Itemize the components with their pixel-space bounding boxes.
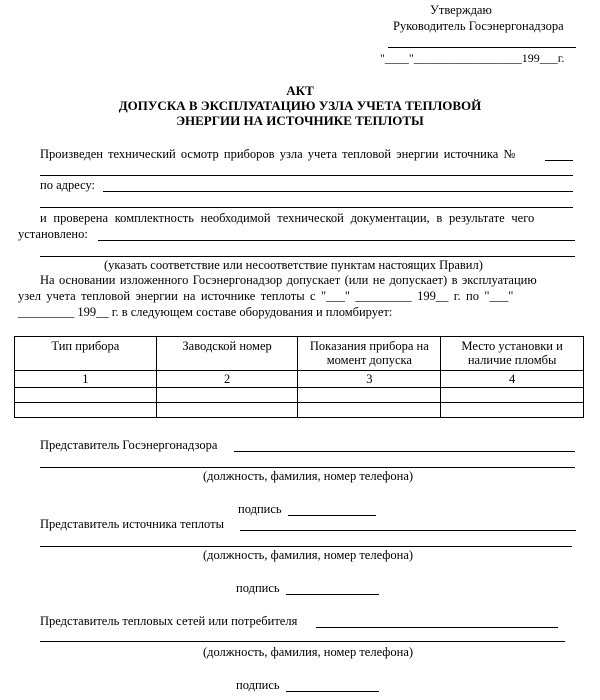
approver-title: Руководитель Госэнергонадзора [393, 19, 564, 33]
signature-field-1[interactable] [288, 515, 376, 516]
col-number: 2 [156, 371, 298, 388]
rep-heat-network-field[interactable] [316, 627, 558, 628]
table-cell[interactable] [156, 388, 298, 403]
table-cell[interactable] [156, 403, 298, 418]
table-number-row [15, 371, 584, 388]
documentation-text: и проверена комплектность необходимой технической документации, в результате чего [40, 211, 535, 225]
address-label: по адресу: [40, 178, 96, 192]
source-number-field[interactable] [545, 160, 573, 161]
signature-label-2: подпись [236, 581, 280, 595]
col-serial-number: Заводской номер [156, 337, 298, 371]
rep-heat-source-continue-line[interactable] [40, 546, 572, 547]
table-cell[interactable] [15, 388, 157, 403]
document-title-line2: ДОПУСКА В ЭКСПЛУАТАЦИЮ УЗЛА УЧЕТА ТЕПЛОВОЙ [118, 98, 482, 113]
col-device-type: Тип прибора [15, 337, 157, 371]
signature-label-1: подпись [238, 502, 282, 516]
position-hint-2: (должность, фамилия, номер телефона) [202, 548, 414, 562]
approve-label: Утверждаю [430, 3, 492, 17]
signature-field-3[interactable] [286, 691, 379, 692]
table-cell[interactable] [298, 403, 441, 418]
document-title: АКТ [286, 83, 314, 98]
compliance-line[interactable] [40, 256, 575, 257]
rep-heat-network-label: Представитель тепловых сетей или потребителя [40, 614, 298, 628]
table-cell[interactable] [15, 403, 157, 418]
document-title-line3: ЭНЕРГИИ НА ИСТОЧНИКЕ ТЕПЛОТЫ [176, 113, 424, 128]
established-label: установлено: [18, 227, 88, 241]
rep-heat-network-continue-line[interactable] [40, 641, 565, 642]
inspection-text: Произведен технический осмотр приборов узла учета тепловой энергии источника № [40, 147, 516, 161]
equipment-table [14, 336, 584, 418]
col-number: 1 [15, 371, 157, 388]
admission-text-line2: узел учета тепловой энергии на источнике теплоты с "___" _________ 199__ г. по "___" [18, 289, 514, 303]
position-hint-1: (должность, фамилия, номер телефона) [202, 469, 414, 483]
table-header-row [15, 337, 584, 371]
table-cell[interactable] [441, 388, 584, 403]
col-number: 3 [298, 371, 441, 388]
rep-energy-supervision-continue-line[interactable] [40, 467, 575, 468]
table-row [15, 388, 584, 403]
rep-energy-supervision-label: Представитель Госэнергонадзора [40, 438, 218, 452]
approval-date-line: "____"__________________199___г. [380, 51, 565, 65]
compliance-hint: (указать соответствие или несоответствие пунктам настоящих Правил) [104, 258, 483, 272]
table-cell[interactable] [441, 403, 584, 418]
position-hint-3: (должность, фамилия, номер телефона) [202, 645, 414, 659]
established-field[interactable] [98, 240, 575, 241]
inspection-continue-line[interactable] [40, 175, 573, 176]
rep-heat-source-label: Представитель источника теплоты [40, 517, 224, 531]
address-field[interactable] [103, 191, 573, 192]
table-row [15, 403, 584, 418]
col-location-seal: Место установки и наличие пломбы [441, 337, 584, 371]
approver-signature-line[interactable] [388, 47, 576, 48]
signature-label-3: подпись [236, 678, 280, 692]
signature-field-2[interactable] [286, 594, 379, 595]
table-cell[interactable] [298, 388, 441, 403]
rep-heat-source-field[interactable] [240, 530, 576, 531]
admission-text-line3: _________ 199__ г. в следующем составе оборудования и пломбирует: [18, 305, 393, 319]
col-number: 4 [441, 371, 584, 388]
address-continue-line[interactable] [40, 207, 573, 208]
col-readings: Показания прибора на момент допуска [298, 337, 441, 371]
rep-energy-supervision-field[interactable] [234, 451, 575, 452]
admission-text-line1: На основании изложенного Госэнергонадзор допускает (или не допускает) в эксплуатацию [40, 273, 537, 287]
